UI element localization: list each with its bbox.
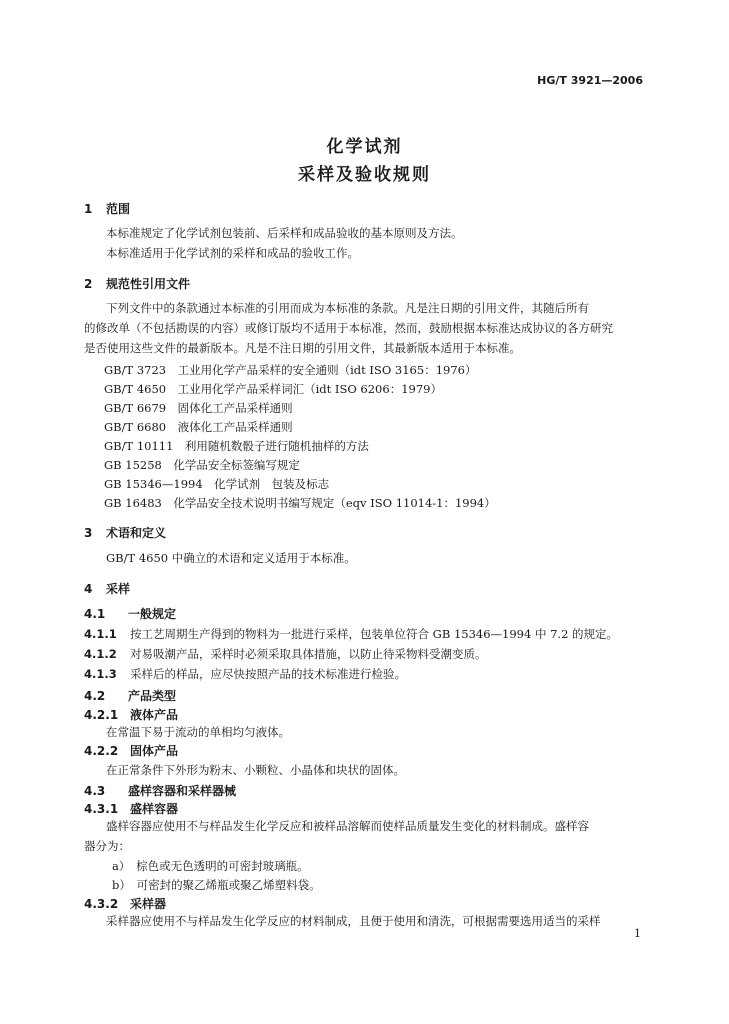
clause-4-2-1-heading [84, 706, 178, 723]
clause-number: 4.3.2 [84, 897, 119, 911]
reference-item: GB/T 6680 液体化工产品采样通则 [104, 420, 293, 434]
clause-4-3-2-heading [84, 895, 166, 912]
clause-text: 对易吸潮产品，采样时必须采取具体措施，以防止待采物料受潮变质。 [130, 647, 487, 661]
reference-item: GB 16483 化学品安全技术说明书编写规定（eqv ISO 11014-1：1994） [104, 496, 496, 510]
s2-paragraph-line-3: 是否使用这些文件的最新版本。凡是不注日期的引用文件，其最新版本适用于本标准。 [84, 341, 521, 355]
subsection-number: 4.1 [84, 607, 106, 621]
clause-number: 4.2.1 [84, 708, 119, 722]
s1-paragraph-1: 本标准规定了化学试剂包装前、后采样和成品验收的基本原则及方法。 [106, 226, 463, 240]
s1-paragraph-2: 本标准适用于化学试剂的采样和成品的验收工作。 [106, 246, 359, 260]
section-number: 1 [84, 202, 93, 216]
clause-number: 4.1.2 [84, 647, 117, 661]
subsection-4-2-heading [84, 687, 176, 704]
section-number: 3 [84, 526, 93, 540]
clause-number: 4.2.2 [84, 744, 119, 758]
list-item-a: a） 棕色或无色透明的可密封玻璃瓶。 [112, 859, 309, 873]
document-title-line1: 化学试剂 [326, 137, 403, 157]
clause-4-2-2-text: 在正常条件下外形为粉末、小颗粒、小晶体和块状的固体。 [106, 763, 405, 777]
reference-item: GB 15258 化学品安全标签编写规定 [104, 458, 300, 472]
clause-4-3-1-text-line-1: 盛样容器应使用不与样品发生化学反应和被样品溶解而使样品质量发生变化的材料制成。盛样容 [106, 819, 589, 833]
section-number: 4 [84, 582, 93, 596]
subsection-4-3-heading [84, 782, 236, 799]
subsection-title: 盛样容器和采样器械 [128, 784, 237, 798]
clause-4-2-1-text: 在常温下易于流动的单相均匀液体。 [106, 725, 290, 739]
clause-4-3-2-text-line-1: 采样器应使用不与样品发生化学反应的材料制成，且便于使用和清洗，可根据需要选用适当的采样 [106, 914, 601, 928]
section-4-heading [84, 580, 130, 597]
clause-title: 液体产品 [130, 708, 179, 722]
document-title-line2: 采样及验收规则 [298, 165, 431, 185]
clause-4-1-1 [84, 626, 618, 642]
clause-number: 4.1.3 [84, 667, 117, 681]
subsection-4-1-heading [84, 605, 176, 622]
section-number: 2 [84, 277, 93, 291]
clause-4-3-1-text-line-2: 器分为： [84, 839, 130, 853]
clause-number: 4.1.1 [84, 627, 117, 641]
section-2-heading [84, 275, 190, 292]
section-title: 范围 [106, 202, 131, 216]
clause-4-1-2 [84, 646, 487, 662]
reference-item: GB 15346—1994 化学试剂 包装及标志 [104, 477, 330, 491]
standard-code: HG/T 3921—2006 [537, 74, 643, 87]
subsection-number: 4.2 [84, 689, 106, 703]
clause-title: 采样器 [130, 897, 167, 911]
section-title: 规范性引用文件 [106, 277, 191, 291]
clause-title: 盛样容器 [130, 802, 179, 816]
section-3-heading [84, 524, 166, 541]
reference-item: GB/T 6679 固体化工产品采样通则 [104, 401, 293, 415]
page-number: 1 [634, 927, 641, 940]
clause-text: 采样后的样品，应尽快按照产品的技术标准进行检验。 [130, 667, 406, 681]
clause-number: 4.3.1 [84, 802, 119, 816]
clause-4-2-2-heading [84, 742, 178, 759]
clause-4-1-3 [84, 666, 406, 682]
subsection-number: 4.3 [84, 784, 106, 798]
list-item-b: b） 可密封的聚乙烯瓶或聚乙烯塑料袋。 [112, 878, 321, 892]
clause-text: 按工艺周期生产得到的物料为一批进行采样，包装单位符合 GB 15346—1994 中 7.2 的规定。 [130, 627, 619, 641]
s3-paragraph: GB/T 4650 中确立的术语和定义适用于本标准。 [106, 551, 356, 565]
section-title: 采样 [106, 582, 131, 596]
subsection-title: 一般规定 [128, 607, 177, 621]
clause-4-3-1-heading [84, 800, 178, 817]
s2-paragraph-line-1: 下列文件中的条款通过本标准的引用而成为本标准的条款。凡是注日期的引用文件，其随后所有 [106, 301, 589, 315]
section-title: 术语和定义 [106, 526, 167, 540]
subsection-title: 产品类型 [128, 689, 177, 703]
reference-item: GB/T 10111 利用随机数骰子进行随机抽样的方法 [104, 439, 369, 453]
clause-title: 固体产品 [130, 744, 179, 758]
reference-item: GB/T 3723 工业用化学产品采样的安全通则（idt ISO 3165：1976） [104, 363, 477, 377]
reference-item: GB/T 4650 工业用化学产品采样词汇（idt ISO 6206：1979） [104, 382, 442, 396]
s2-paragraph-line-2: 的修改单（不包括勘误的内容）或修订版均不适用于本标准，然而，鼓励根据本标准达成协议的各方研究 [84, 321, 613, 335]
section-1-heading [84, 200, 130, 217]
